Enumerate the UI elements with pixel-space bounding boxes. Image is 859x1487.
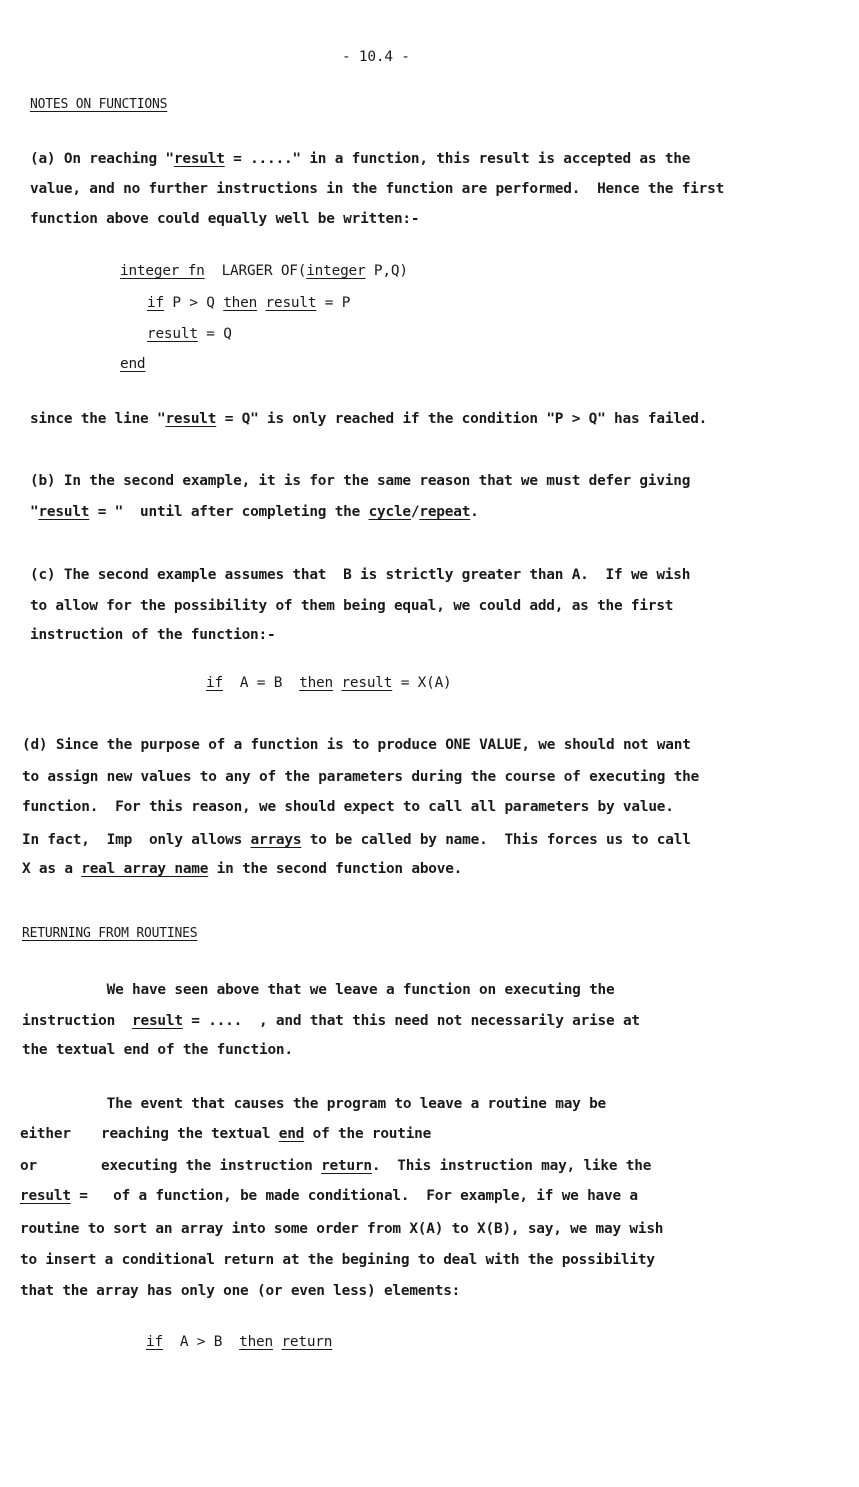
code-line-2: if P > Q then result = P [147,295,351,311]
note-d-label: (d) [22,737,48,753]
code-line-if-a-equals-b: if A = B then result = X(A) [206,675,452,691]
section-heading-notes-on-functions: NOTES ON FUNCTIONS [30,97,168,112]
note-b-line-2: "result = " until after completing the cycle/repeat. [30,504,479,520]
note-d-line-5: X as a real array name in the second function above. [22,861,463,877]
returning-para-2-line-1: The event that causes the program to leave a routine may be [22,1096,607,1112]
page-number: - 10.4 - [342,49,410,65]
section-heading-returning-from-routines: RETURNING FROM ROUTINES [22,926,198,941]
either-label: either [20,1126,71,1142]
note-b-label: (b) [30,473,56,489]
note-c-label: (c) [30,567,56,583]
returning-para-1-line-2: instruction result = .... , and that this need not necessarily arise at [22,1013,640,1029]
note-a-after-code: since the line "result = Q" is only reached if the condition "P > Q" has failed. [30,411,708,427]
note-d-line-4: In fact, Imp only allows arrays to be called by name. This forces us to call [22,832,691,848]
returning-para-2-line-7: that the array has only one (or even less) elements: [20,1283,461,1299]
note-c-line-3: instruction of the function:- [30,627,276,643]
code-line-4: end [120,356,146,372]
returning-para-2-line-4: result = of a function, be made conditional. For example, if we have a [20,1188,638,1204]
either-text: reaching the textual end of the routine [101,1126,432,1142]
code-line-1: integer fn LARGER OF(integer P,Q) [120,263,408,279]
note-a-line-3: function above could equally well be written:- [30,211,420,227]
note-d-line-1: (d) Since the purpose of a function is to produce ONE VALUE, we should not want [22,737,691,753]
note-b-line-1: (b) In the second example, it is for the same reason that we must defer giving [30,473,691,489]
returning-para-1-line-3: the textual end of the function. [22,1042,293,1058]
note-a-line-1: (a) On reaching "result = ....." in a function, this result is accepted as the [30,151,691,167]
code-line-3: result = Q [147,326,232,342]
note-c-line-1: (c) The second example assumes that B is strictly greater than A. If we wish [30,567,691,583]
code-line-if-a-greater-b-return: if A > B then return [146,1334,333,1350]
returning-para-1-line-1: We have seen above that we leave a function on executing the [22,982,615,998]
or-text: executing the instruction return. This instruction may, like the [101,1158,652,1174]
note-d-line-2: to assign new values to any of the parameters during the course of executing the [22,769,700,785]
returning-para-2-line-5: routine to sort an array into some order from X(A) to X(B), say, we may wish [20,1221,664,1237]
note-a-line-2: value, and no further instructions in the function are performed. Hence the first [30,181,725,197]
returning-para-2-line-6: to insert a conditional return at the begining to deal with the possibility [20,1252,655,1268]
note-c-line-2: to allow for the possibility of them being equal, we could add, as the first [30,598,674,614]
or-label: or [20,1158,37,1174]
note-a-label: (a) [30,151,56,167]
note-d-line-3: function. For this reason, we should expect to call all parameters by value. [22,799,674,815]
